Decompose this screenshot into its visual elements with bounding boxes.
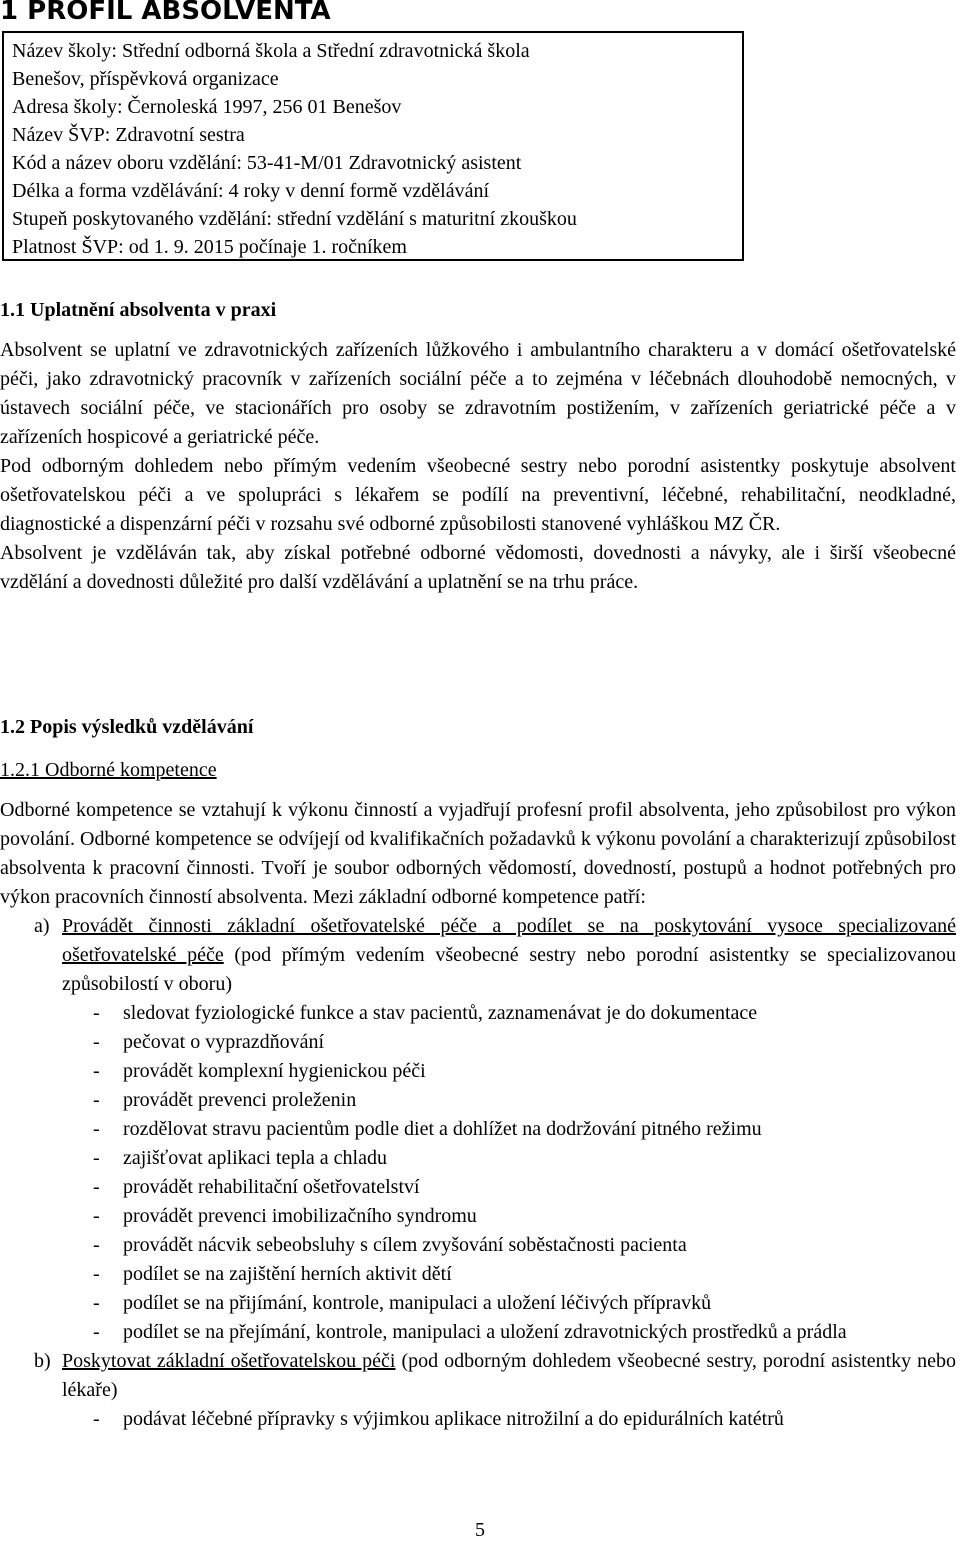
list-item [0,1086,956,1115]
section-1-2-1-body [0,796,956,1434]
list-item [0,1144,956,1173]
section-heading-1-1: 1.1 Uplatnění absolventa v praxi [0,299,277,321]
item-label: a) [34,915,50,937]
list-item [0,999,956,1028]
list-item-text: podílet se na přejímání, kontrole, manipulaci a uložení zdravotnických prostředků a prádla [123,1321,847,1343]
list-item-text: sledovat fyziologické funkce a stav pacientů, zaznamenávat je do dokumentace [123,1002,758,1024]
list-item [0,1028,956,1057]
item-note: (pod odborným dohledem všeobecné sestry, porodní asistentky nebo lékaře) [62,1350,957,1401]
list-item [0,1202,956,1231]
school-info-box [2,31,744,261]
page-title: 1 PROFIL ABSOLVENTA [0,0,331,26]
list-item-text: provádět rehabilitační ošetřovatelství [123,1176,420,1198]
info-line: Délka a forma vzdělávání: 4 roky v denní formě vzdělávání [12,180,490,202]
info-line: Kód a název oboru vzdělání: 53-41-M/01 Zdravotnický asistent [12,152,522,174]
dash-marker: - [93,1118,100,1140]
section-heading-1-2-1: 1.2.1 Odborné kompetence [0,759,217,781]
info-line: Adresa školy: Černoleská 1997, 256 01 Benešov [12,96,402,118]
dash-marker: - [93,1060,100,1082]
info-line: Platnost ŠVP: od 1. 9. 2015 počínaje 1. ročníkem [12,236,407,258]
list-item-text: zajišťovat aplikaci tepla a chladu [123,1147,387,1169]
list-item-text: provádět nácvik sebeobsluhy s cílem zvyšování soběstačnosti pacienta [123,1234,687,1256]
dash-marker: - [93,1292,100,1314]
list-item [0,1173,956,1202]
item-title: Poskytovat základní ošetřovatelskou péči [62,1350,396,1372]
item-text [62,1347,956,1405]
list-item-text: podávat léčebné přípravky s výjimkou aplikace nitrožilní a do epidurálních katétrů [123,1408,784,1430]
list-item [0,1057,956,1086]
list-item [0,1289,956,1318]
item-label: b) [34,1350,51,1372]
item-note: (pod přímým vedením všeobecné sestry nebo porodní asistentky se specializovanou způsobilostí v oboru) [62,944,956,995]
info-line: Název školy: Střední odborná škola a Střední zdravotnická škola [12,40,530,62]
list-item [0,1405,956,1434]
list-item-text: rozdělovat stravu pacientům podle diet a dohlížet na dodržování pitného režimu [123,1118,762,1140]
dash-marker: - [93,1176,100,1198]
page-number: 5 [475,1519,485,1541]
dash-marker: - [93,1408,100,1430]
dash-marker: - [93,1031,100,1053]
list-item-text: provádět prevenci proleženin [123,1089,357,1111]
list-item [0,1231,956,1260]
list-item-text: podílet se na přijímání, kontrole, manipulaci a uložení léčivých přípravků [123,1292,712,1314]
item-a-bullet-list [0,999,956,1347]
dash-marker: - [93,1321,100,1343]
list-item-text: podílet se na zajištění herních aktivit dětí [123,1263,452,1285]
item-b-bullet-list [0,1405,956,1434]
info-line: Benešov, příspěvková organizace [12,68,279,90]
paragraph: Absolvent je vzděláván tak, aby získal potřebné odborné vědomosti, dovednosti a návyky, ale i širší všeobecné vzdělání a dovednosti důležité pro další vzdělávání a uplatnění se na trhu práce. [0,542,956,593]
intro-paragraph: Odborné kompetence se vztahují k výkonu činností a vyjadřují profesní profil absolventa, jeho způsobilost pro výkon povolání. Odborné kompetence se odvíjejí od kvalifikačních požadavků k výkonu povolání a charakterizují způsobilost absolventa k pracovní činnosti. Tvoří je soubor odborných vědomostí, dovedností, postupů a hodnot potřebných pro výkon pracovních činností absolventa. Mezi základní odborné kompetence patří: [0,799,956,908]
paragraph: Pod odborným dohledem nebo přímým vedením všeobecné sestry nebo porodní asistentky poskytuje absolvent ošetřovatelskou péči a ve spolupráci s lékařem se podílí na preventivní, léčebné, rehabilitační, neodkladné, diagnostické a dispenzární péči v rozsahu své odborné způsobilosti stanovené vyhláškou MZ ČR. [0,455,956,535]
list-item [0,1318,956,1347]
list-item [0,1260,956,1289]
competence-item-b [0,1347,956,1405]
section-1-1-body [0,336,956,597]
list-item-text: provádět prevenci imobilizačního syndromu [123,1205,477,1227]
section-heading-1-2: 1.2 Popis výsledků vzdělávání [0,716,254,738]
competence-item-a [0,912,956,999]
info-line: Název ŠVP: Zdravotní sestra [12,124,245,146]
item-title: Provádět činnosti základní ošetřovatelské péče a podílet se na poskytování vysoce specializované ošetřovatelské péče [62,915,956,966]
dash-marker: - [93,1002,100,1024]
dash-marker: - [93,1147,100,1169]
item-text [62,912,956,999]
list-item-text: provádět komplexní hygienickou péči [123,1060,426,1082]
list-item-text: pečovat o vyprazdňování [123,1031,325,1053]
dash-marker: - [93,1263,100,1285]
dash-marker: - [93,1205,100,1227]
paragraph: Absolvent se uplatní ve zdravotnických zařízeních lůžkového i ambulantního charakteru a v domácí ošetřovatelské péči, jako zdravotnický pracovník v zařízeních sociální péče a to zejména v léčebnách dlouhodobě nemocných, v ústavech sociální péče, ve stacionářích pro osoby se zdravotním postižením, v zařízeních geriatrické péče a v zařízeních hospicové a geriatrické péče. [0,339,956,448]
dash-marker: - [93,1089,100,1111]
dash-marker: - [93,1234,100,1256]
list-item [0,1115,956,1144]
info-line: Stupeň poskytovaného vzdělání: střední vzdělání s maturitní zkouškou [12,208,577,230]
